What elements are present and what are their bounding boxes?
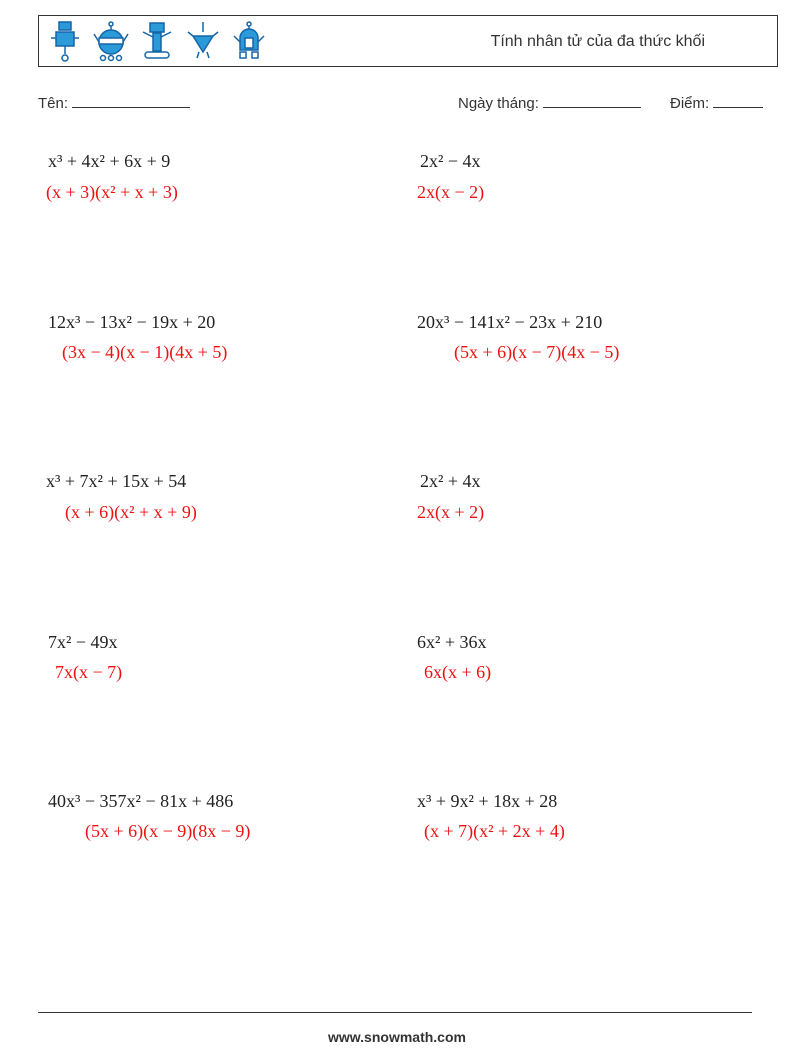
problem-7-question: 7x² − 49x	[48, 632, 118, 652]
problem-1-question: x³ + 4x² + 6x + 9	[48, 151, 171, 171]
problem-5-question: x³ + 7x² + 15x + 54	[46, 471, 187, 491]
name-blank[interactable]	[72, 93, 190, 108]
problem-5-answer: (x + 6)(x² + x + 9)	[65, 502, 197, 522]
problem-4-answer: (5x + 6)(x − 7)(4x − 5)	[454, 342, 620, 362]
problem-10-answer: (x + 7)(x² + 2x + 4)	[424, 821, 565, 841]
problem-2-question: 2x² − 4x	[420, 151, 481, 171]
problem-1-answer: (x + 3)(x² + x + 3)	[46, 182, 178, 202]
problem-10-question: x³ + 9x² + 18x + 28	[417, 791, 558, 811]
problem-9-question: 40x³ − 357x² − 81x + 486	[48, 791, 234, 811]
problem-4-question: 20x³ − 141x² − 23x + 210	[417, 312, 603, 332]
problem-6-answer: 2x(x + 2)	[417, 502, 485, 522]
problem-6-question: 2x² + 4x	[420, 471, 481, 491]
score-blank[interactable]	[713, 93, 763, 108]
problem-9-answer: (5x + 6)(x − 9)(8x − 9)	[85, 821, 251, 841]
robot-icon-4	[185, 20, 221, 62]
score-field	[670, 93, 763, 112]
robot-icon-1	[47, 20, 83, 62]
problem-7-answer: 7x(x − 7)	[55, 662, 123, 682]
problem-8-answer: 6x(x + 6)	[424, 662, 492, 682]
problem-2-answer: 2x(x − 2)	[417, 182, 485, 202]
worksheet-title: Tính nhân tử của đa thức khối	[490, 33, 705, 50]
footer-divider	[38, 1012, 752, 1013]
name-field	[38, 93, 190, 112]
robot-icon-5	[231, 20, 267, 62]
name-label: Tên:	[38, 95, 69, 112]
problem-3-question: 12x³ − 13x² − 19x + 20	[48, 312, 216, 332]
header-box	[38, 15, 778, 67]
problem-3-answer: (3x − 4)(x − 1)(4x + 5)	[62, 342, 228, 362]
score-label: Điểm:	[670, 95, 710, 112]
robot-icons	[47, 20, 267, 62]
date-blank[interactable]	[543, 93, 641, 108]
robot-icon-2	[93, 20, 129, 62]
problem-8-question: 6x² + 36x	[417, 632, 487, 652]
date-field	[458, 93, 641, 112]
date-label: Ngày tháng:	[458, 95, 539, 112]
footer-url[interactable]: www.snowmath.com	[328, 1029, 466, 1045]
robot-icon-3	[139, 20, 175, 62]
